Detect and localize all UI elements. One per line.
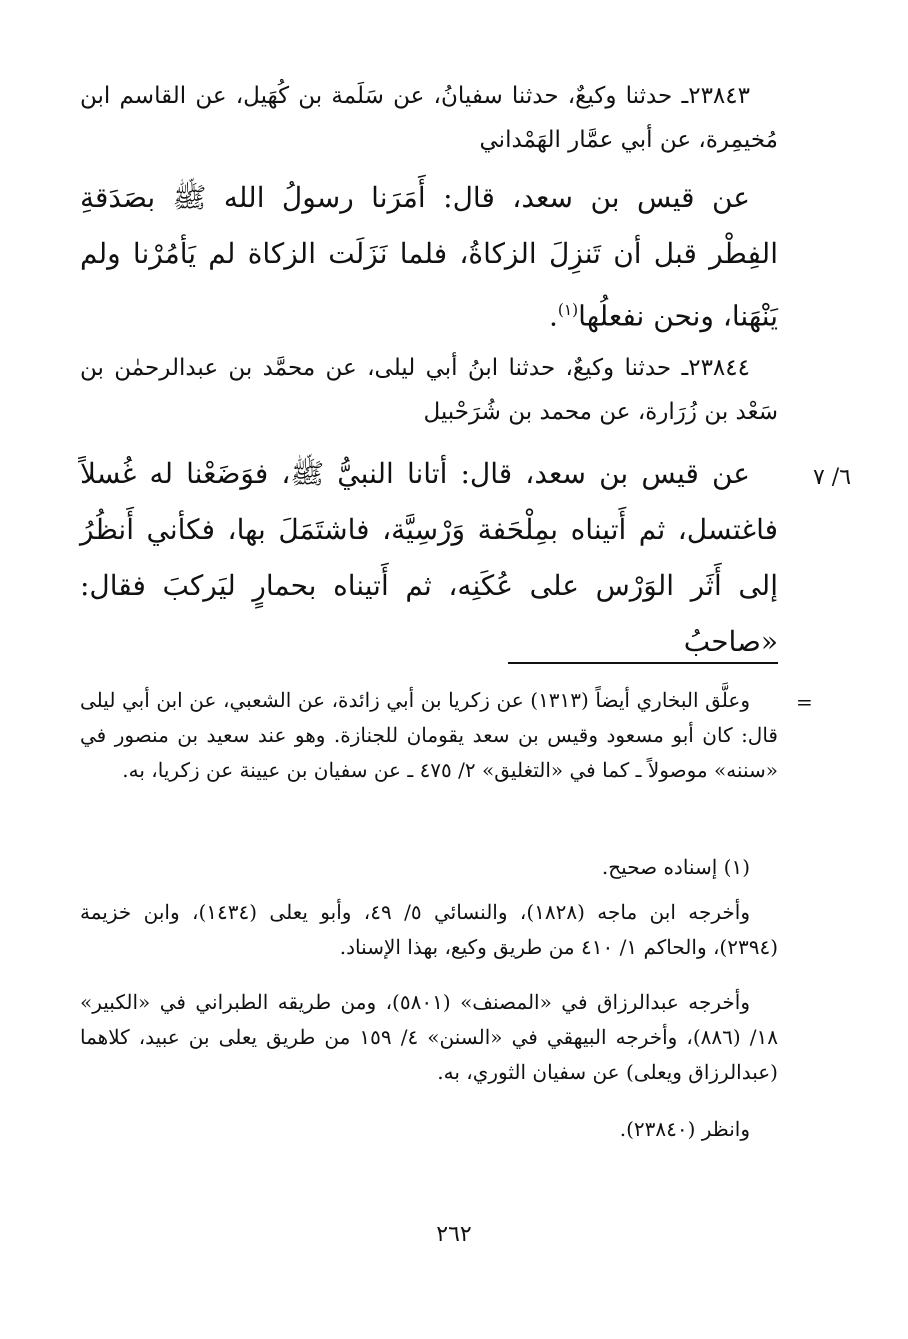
page-number: ٢٦٢	[436, 1222, 472, 1247]
hadith-23843-isnad: ٢٣٨٤٣ـ حدثنا وكيعٌ، حدثنا سفيانُ، عن سَلَمة بن كُهَيل، عن القاسم ابن مُخيمِرة، عن أبي عمَّار الهَمْداني	[80, 83, 778, 153]
footnote-continuation: وعلَّق البخاري أيضاً (١٣١٣) عن زكريا بن أبي زائدة، عن الشعبي، عن ابن أبي ليلى قال: كان أبو مسعود وقيس بن سعد يقومان للجنازة. وهو عند سعيد بن منصور في «سننه» موصولاً ـ كما في «التغليق» ٢/ ٤٧٥ ـ عن سفيان بن عيينة عن زكريا، به.	[80, 688, 778, 782]
footnote-ref-1[interactable]: (١)	[557, 301, 579, 319]
hadith-23843-matn	[80, 170, 778, 344]
footnote-divider	[508, 662, 778, 664]
footnote-para-2: وأخرجه ابن ماجه (١٨٢٨)، والنسائي ٥/ ٤٩، وأبو يعلى (١٤٣٤)، وابن خزيمة (٢٣٩٤)، والحاكم ١/ ٤١٠ من طريق وكيع، بهذا الإسناد.	[80, 900, 778, 959]
hadith-23843-matn-text: عن قيس بن سعد، قال: أَمَرَنا رسولُ الله ﷺ بصَدَقةِ الفِطْر قبل أن تَنزِلَ الزكاةُ، فلما نَزَلَت الزكاة لم يَأمُرْنا ولم يَنْهَنا، ونحن نفعلُها	[80, 181, 778, 333]
continuation-mark: =	[796, 690, 813, 714]
hadith-23844-matn: عن قيس بن سعد، قال: أتانا النبيُّ ﷺ، فوَضَعْنا له غُسلاً فاغتسل، ثم أَتيناه بمِلْحَفة وَرْسِيَّة، فاشتَمَلَ بها، فكأني أَنظُرُ إلى أَثَر الوَرْس على عُكَنِه، ثم أَتيناه بحمارٍ ليَركبَ فقال: «صاحبُ	[80, 457, 778, 658]
volume-page-marker: ٦/ ٧	[812, 465, 852, 490]
footnote-para-4: وانظر (٢٣٨٤٠).	[619, 1117, 750, 1141]
footnote-1: (١) إسناده صحيح.	[601, 855, 750, 879]
footnote-para-3: وأخرجه عبدالرزاق في «المصنف» (٥٨٠١)، ومن طريقه الطبراني في «الكبير» ١٨/ (٨٨٦)، وأخرجه البيهقي في «السنن» ٤/ ١٥٩ من طريق يعلى بن عبيد، كلاهما (عبدالرزاق ويعلى) عن سفيان الثوري، به.	[80, 990, 778, 1084]
hadith-23843-matn-end: .	[548, 299, 558, 333]
hadith-23844-isnad: ٢٣٨٤٤ـ حدثنا وكيعٌ، حدثنا ابنُ أبي ليلى، عن محمَّد بن عبدالرحمٰن بن سَعْد بن زُرَارة، عن محمد بن شُرَحْبيل	[80, 355, 778, 425]
